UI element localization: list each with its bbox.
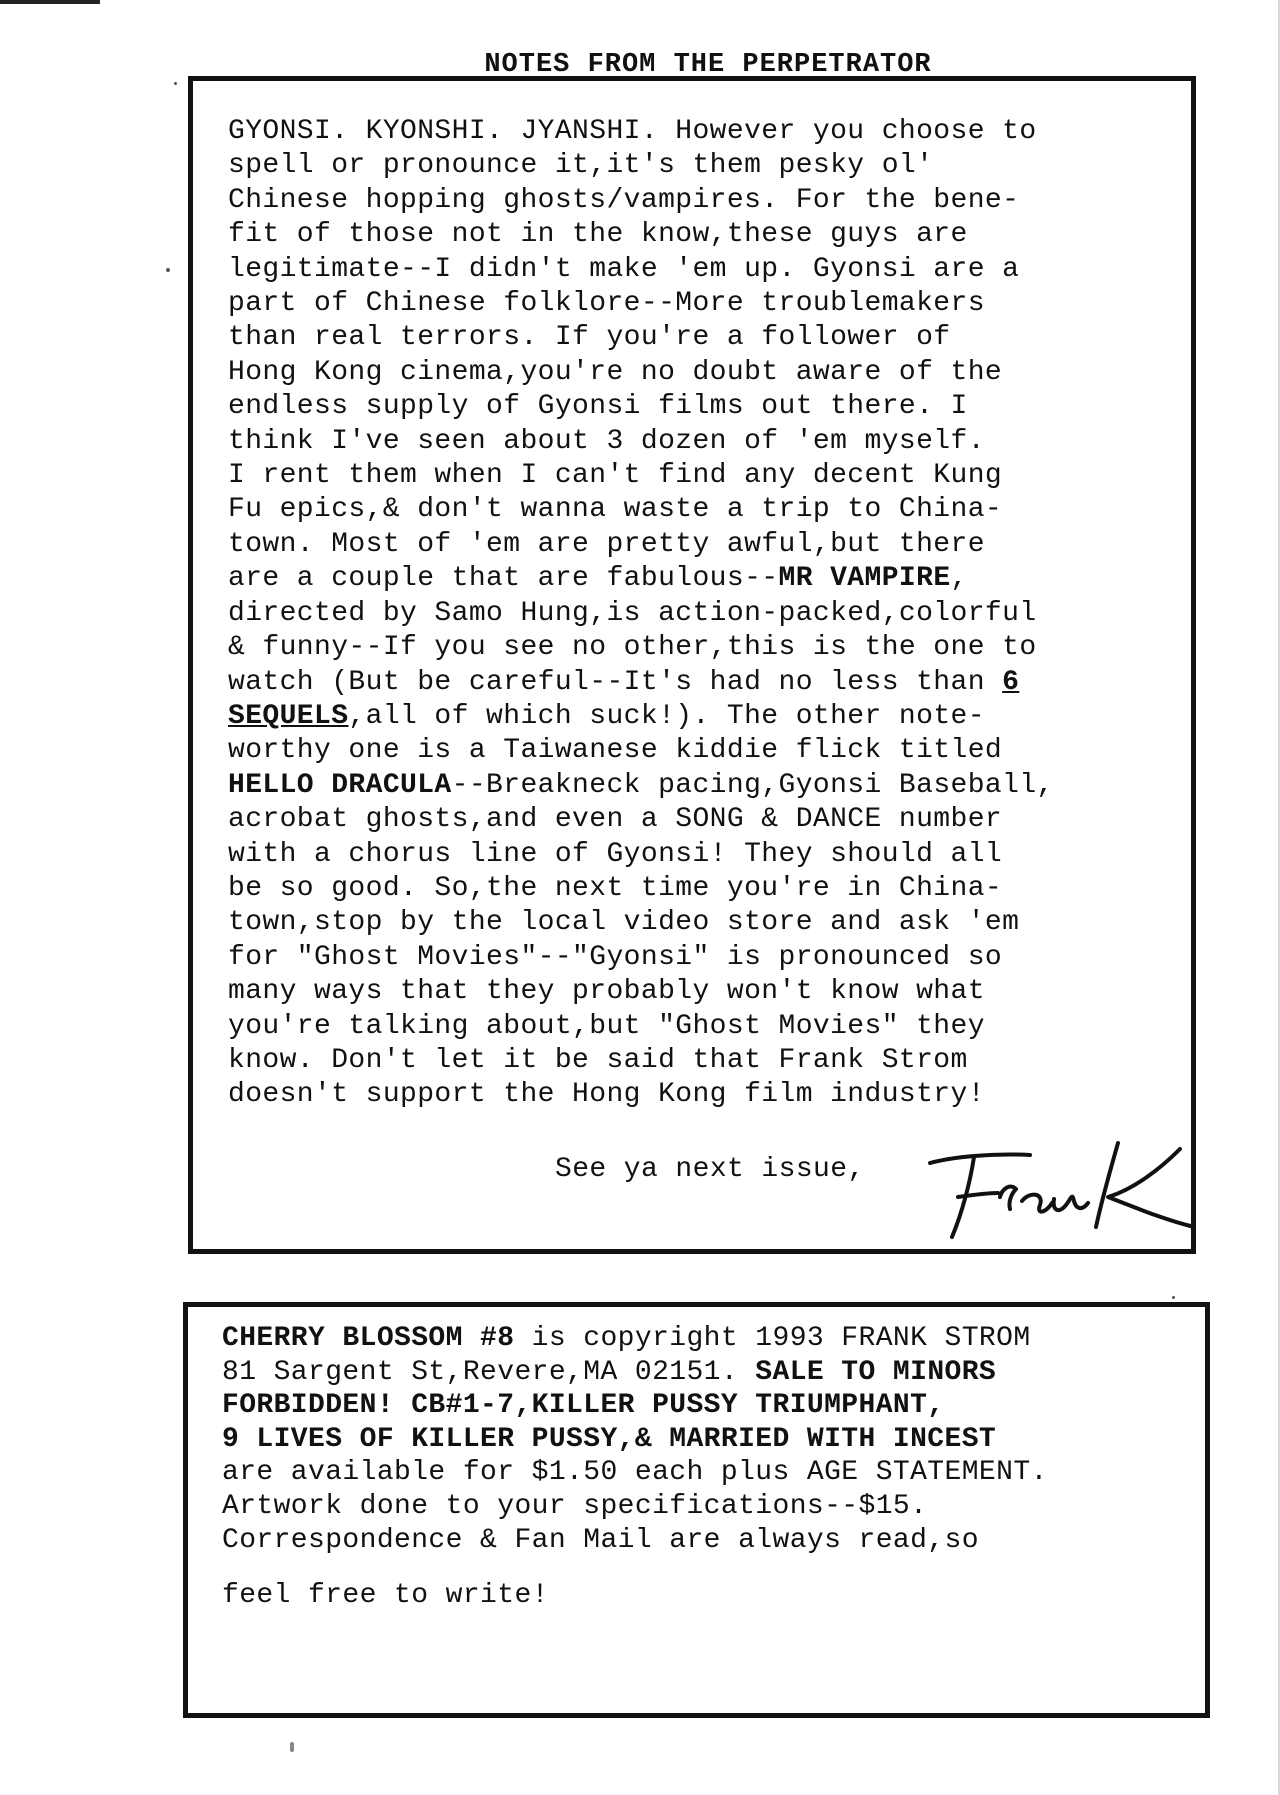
- text-line: [228, 425, 1208, 459]
- text-run: you're talking about,but "Ghost Movies" they: [228, 1010, 985, 1042]
- text-line: [228, 562, 1208, 596]
- notes-text: [228, 115, 1208, 1113]
- text-line: [228, 666, 1208, 700]
- text-line: [228, 838, 1208, 872]
- page-title: NOTES FROM THE PERPETRATOR: [484, 50, 932, 78]
- text-line: [228, 321, 1208, 355]
- text-line: [228, 1010, 1208, 1044]
- speck: [166, 268, 170, 272]
- text-line: [222, 1557, 1207, 1579]
- text-run: directed by Samo Hung,is action-packed,colorful: [228, 597, 1037, 629]
- text-line: [228, 941, 1208, 975]
- text-line: [228, 631, 1208, 665]
- text-line: [228, 356, 1208, 390]
- text-run: town,stop by the local video store and ask 'em: [228, 907, 1020, 939]
- text-run: 6: [1002, 666, 1020, 698]
- text-run: SEQUELS: [228, 700, 349, 732]
- text-run: Chinese hopping ghosts/vampires. For the bene-: [228, 184, 1020, 216]
- text-line: [228, 597, 1208, 631]
- text-run: & funny--If you see no other,this is the one to: [228, 632, 1037, 664]
- text-run: with a chorus line of Gyonsi! They should all: [228, 838, 1003, 870]
- text-run: legitimate--I didn't make 'em up. Gyonsi are a: [228, 253, 1020, 285]
- text-run: CHERRY BLOSSOM #8: [222, 1323, 515, 1354]
- text-line: [228, 184, 1208, 218]
- text-line: [228, 493, 1208, 527]
- speck: [290, 1742, 294, 1752]
- text-run: FORBIDDEN! CB#1-7,KILLER PUSSY TRIUMPHANT,: [222, 1390, 945, 1422]
- text-run: spell or pronounce it,it's them pesky ol': [228, 150, 934, 182]
- text-run: than real terrors. If you're a follower of: [228, 322, 951, 354]
- text-run: Hong Kong cinema,you're no doubt aware of the: [228, 356, 1003, 388]
- text-run: is copyright 1993 FRANK STROM: [514, 1323, 1031, 1354]
- text-line: [228, 115, 1208, 149]
- text-run: ,: [950, 563, 968, 595]
- text-run: are a couple that are fabulous--: [228, 563, 779, 595]
- text-line: [228, 872, 1208, 906]
- text-run: 81 Sargent St,Revere,MA 02151.: [222, 1356, 756, 1388]
- text-line: [228, 1044, 1208, 1078]
- text-line: [228, 149, 1208, 183]
- text-run: ,all of which suck!). The other note-: [348, 700, 985, 732]
- text-line: [228, 528, 1208, 562]
- text-run: --Breakneck pacing,Gyonsi Baseball,: [451, 769, 1054, 801]
- text-run: worthy one is a Taiwanese kiddie flick titled: [228, 735, 1003, 767]
- text-run: GYONSI. KYONSHI. JYANSHI. However you choose to: [228, 116, 1037, 147]
- text-run: I rent them when I can't find any decent Kung: [228, 460, 1003, 492]
- text-line: [228, 769, 1208, 803]
- text-run: think I've seen about 3 dozen of 'em myself.: [228, 425, 985, 457]
- text-run: watch (But be careful--It's had no less than: [228, 666, 1003, 698]
- text-line: [222, 1423, 1207, 1457]
- text-run: SALE TO MINORS: [755, 1356, 997, 1388]
- text-line: [228, 1078, 1208, 1112]
- text-line: [222, 1579, 1207, 1613]
- text-run: be so good. So,the next time you're in China-: [228, 872, 1003, 904]
- text-line: [222, 1524, 1207, 1558]
- speck: [174, 82, 177, 85]
- text-run: know. Don't let it be said that Frank Strom: [228, 1044, 968, 1076]
- signature: [912, 1135, 1202, 1245]
- text-line: [228, 906, 1208, 940]
- corner-rule: [0, 0, 100, 4]
- text-line: [228, 734, 1208, 768]
- text-line: [228, 287, 1208, 321]
- text-run: many ways that they probably won't know what: [228, 976, 985, 1008]
- text-run: are available for $1.50 each plus AGE STATEMENT.: [222, 1457, 1048, 1489]
- text-line: [222, 1490, 1207, 1524]
- text-line: [222, 1322, 1207, 1356]
- text-line: [228, 459, 1208, 493]
- text-run: acrobat ghosts,and even a SONG & DANCE number: [228, 804, 1003, 836]
- text-line: [228, 803, 1208, 837]
- text-run: MR VAMPIRE: [778, 563, 951, 595]
- text-run: fit of those not in the know,these guys are: [228, 219, 968, 251]
- text-run: Correspondence & Fan Mail are always read,so: [222, 1524, 979, 1556]
- text-line: [228, 390, 1208, 424]
- signoff: See ya next issue,: [555, 1154, 865, 1185]
- text-line: [222, 1456, 1207, 1490]
- text-run: doesn't support the Hong Kong film industry!: [228, 1079, 985, 1111]
- text-run: feel free to write!: [222, 1580, 549, 1612]
- text-run: HELLO DRACULA: [228, 769, 452, 801]
- text-line: [228, 253, 1208, 287]
- text-line: [228, 975, 1208, 1009]
- text-line: [228, 700, 1208, 734]
- text-run: Fu epics,& don't wanna waste a trip to China-: [228, 494, 1003, 526]
- speck: [1172, 1296, 1175, 1299]
- text-line: [228, 218, 1208, 252]
- text-run: 9 LIVES OF KILLER PUSSY,& MARRIED WITH INCEST: [222, 1423, 997, 1455]
- text-line: [222, 1356, 1207, 1390]
- text-run: for "Ghost Movies"--"Gyonsi" is pronounced so: [228, 941, 1003, 973]
- copyright-text: [222, 1322, 1207, 1613]
- text-run: town. Most of 'em are pretty awful,but there: [228, 528, 985, 560]
- text-run: part of Chinese folklore--More troublemakers: [228, 288, 985, 320]
- text-run: Artwork done to your specifications--$15.: [222, 1490, 928, 1522]
- text-line: [222, 1389, 1207, 1423]
- text-run: endless supply of Gyonsi films out there. I: [228, 391, 968, 423]
